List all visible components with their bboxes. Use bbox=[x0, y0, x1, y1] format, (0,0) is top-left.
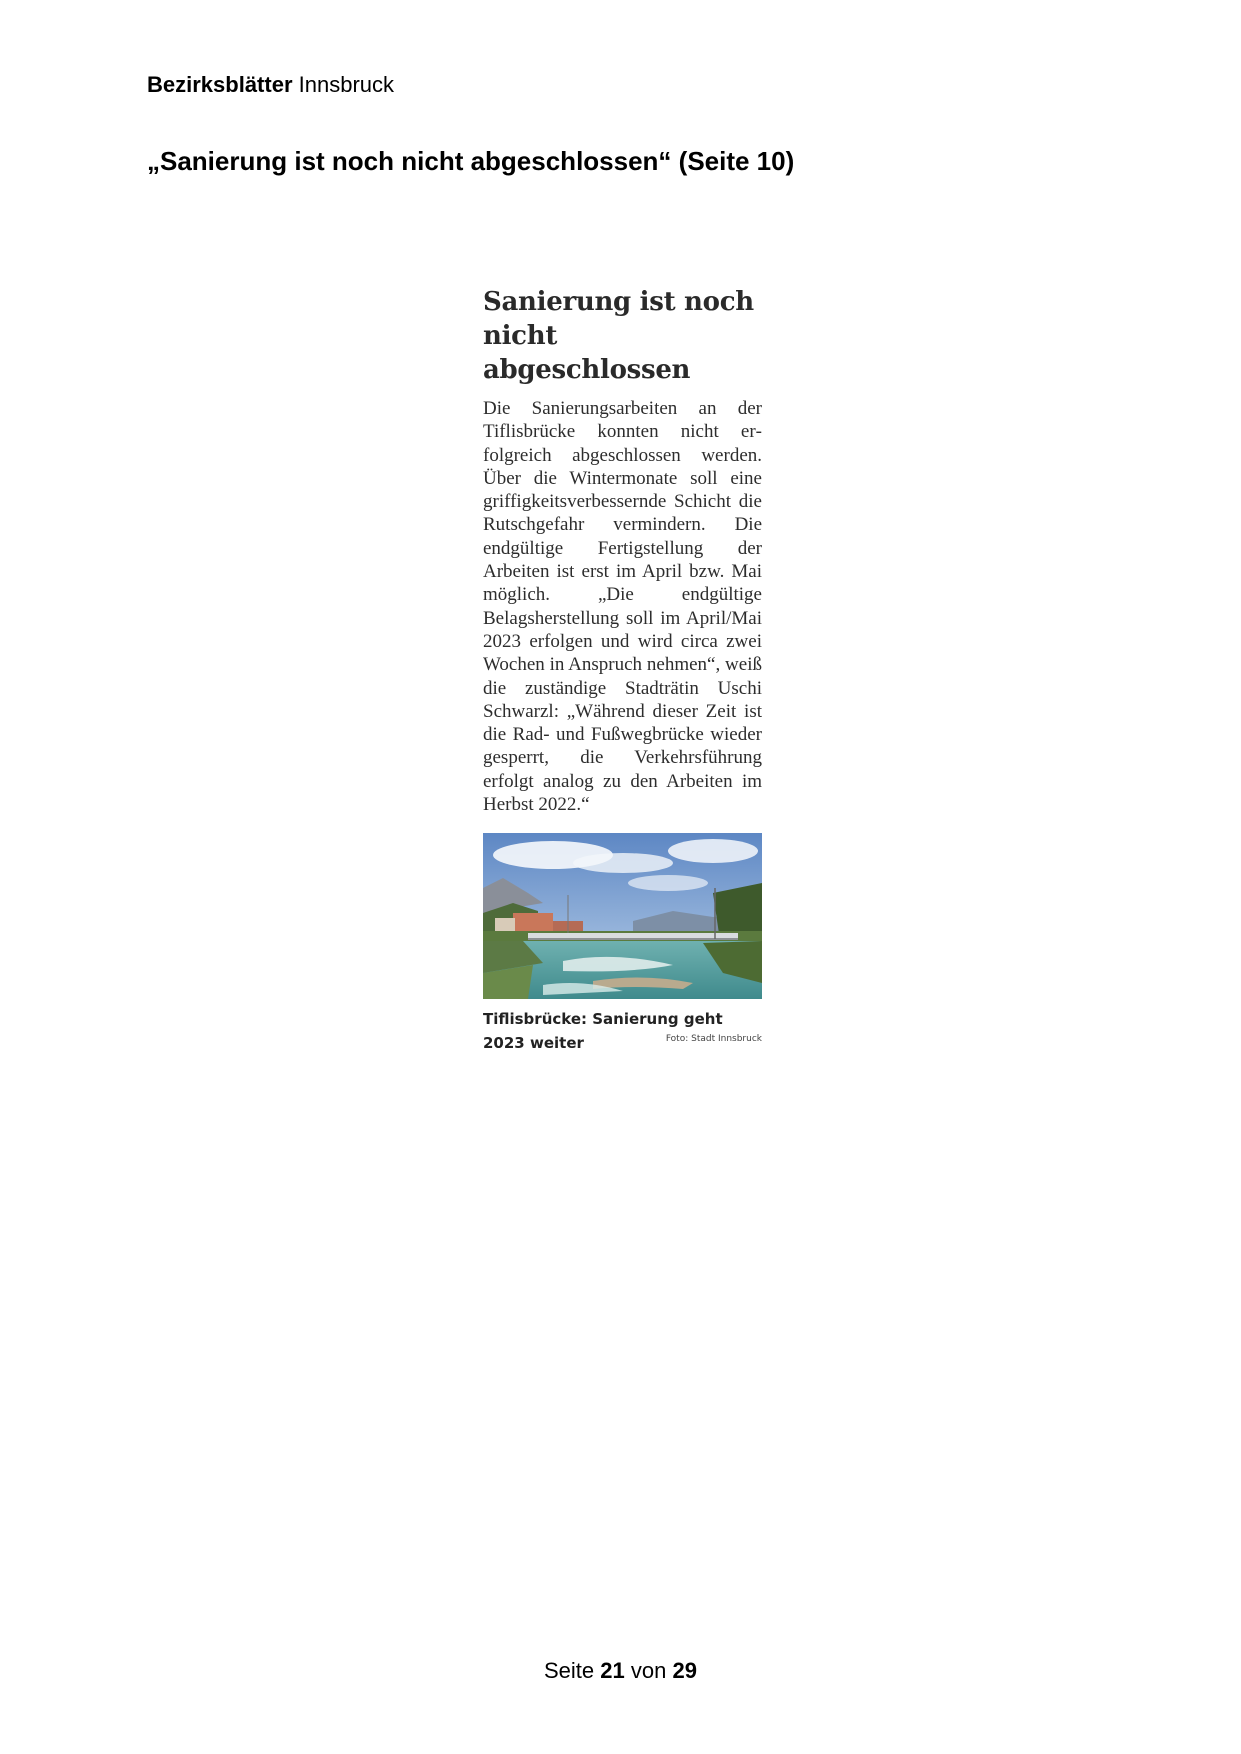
article-headline bbox=[483, 285, 762, 387]
caption-text: Tiflisbrücke: Sanierung geht 2023 weiter bbox=[483, 1010, 723, 1053]
newspaper-clipping bbox=[483, 285, 762, 1055]
publication-location: Innsbruck bbox=[298, 72, 395, 97]
document-header bbox=[147, 72, 394, 98]
page-footer bbox=[0, 1658, 1241, 1684]
photo-caption bbox=[483, 1007, 762, 1055]
current-page-number: 21 bbox=[600, 1658, 625, 1683]
page-label: Seite bbox=[544, 1658, 595, 1683]
publication-name: Bezirksblätter bbox=[147, 72, 293, 97]
headline-line-2: nicht abgeschlossen bbox=[483, 321, 691, 385]
article-body: Die Sanierungsarbeiten an der Tiflisbrücke konnten nicht erfolgreich abgeschlossen werden. Über die Wintermonate soll eine griffigkeitsverbessernde Schicht die Rutschgefahr vermindern. Die endgültige Fertigstellung der Arbeiten ist erst im April bzw. Mai möglich. „Die endgültige Belagsherstellung soll im April/Mai 2023 erfolgen und wird circa zwei Wochen in Anspruch nehmen“, weiß die zuständige Stadträtin Uschi Schwarzl: „Während dieser Zeit ist die Rad- und Fußwegbrücke wieder gesperrt, die Verkehrsführung erfolgt analog zu den Arbeiten im Herbst 2022.“ bbox=[483, 398, 762, 816]
total-pages: 29 bbox=[672, 1658, 697, 1683]
headline-line-1: Sanierung ist noch bbox=[483, 287, 754, 317]
page-title: „Sanierung ist noch nicht abgeschlossen“ (Seite 10) bbox=[147, 146, 795, 176]
bridge-photo bbox=[483, 833, 762, 999]
photo-credit: Foto: Stadt Innsbruck bbox=[665, 1034, 762, 1045]
page-separator: von bbox=[630, 1658, 667, 1683]
